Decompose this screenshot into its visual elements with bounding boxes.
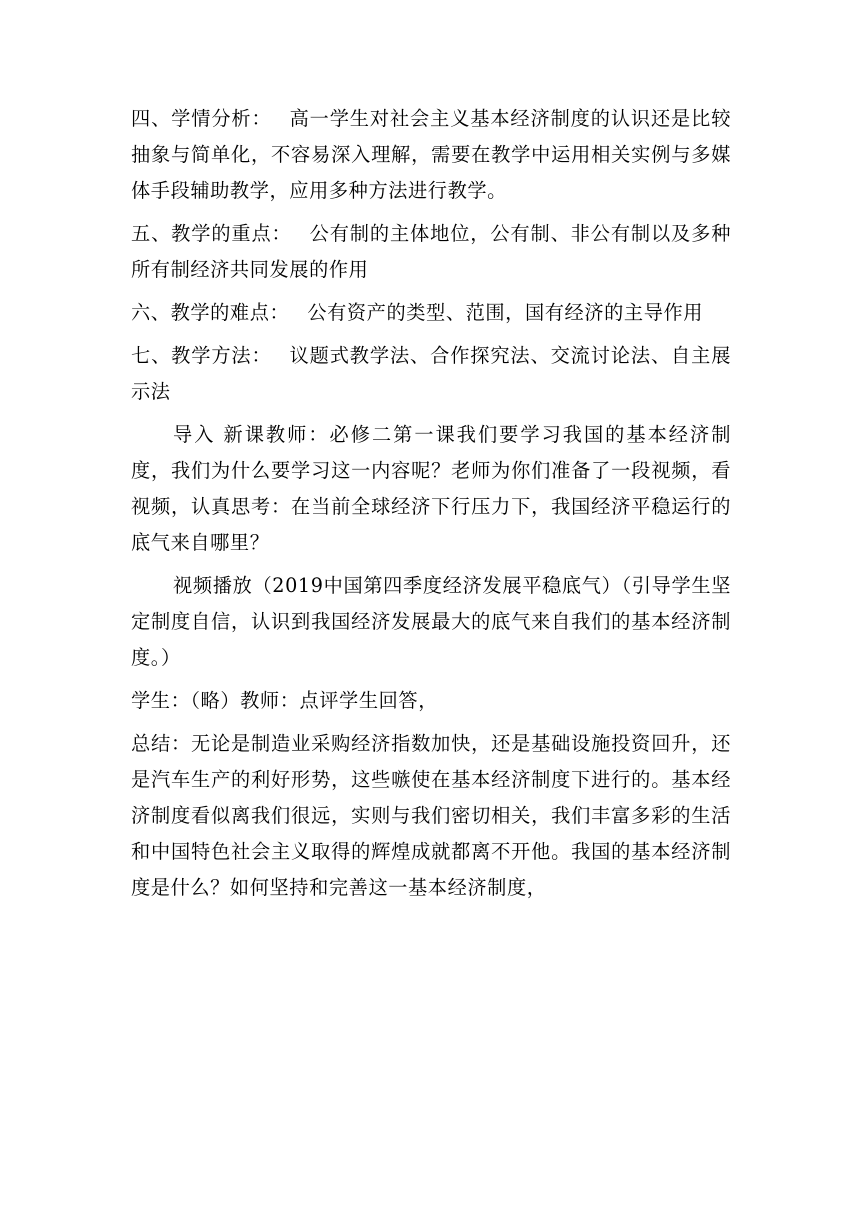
video-paragraph: 视频播放（2019中国第四季度经济发展平稳底气）（引导学生坚定制度自信，认识到我国经济发展最大的底气来自我们的基本经济制度。） <box>131 574 731 669</box>
section-learner-analysis <box>131 101 731 209</box>
summary-paragraph: 总结：无论是制造业采购经济指数加快，还是基础设施投资回升，还是汽车生产的利好形势，这些嗾使在基本经济制度下进行的。基本经济制度看似离我们很远，实则与我们密切相关，我们丰富多彩的生活和中国特色社会主义取得的辉煌成就都离不开他。我国的基本经济制度是什么？如何坚持和完善这一基本经济制度， <box>131 732 731 899</box>
student-response-line: 学生：（略）教师：点评学生回答， <box>131 689 438 712</box>
section-text: 高一学生对社会主义基本经济制度的认识还是比较抽象与简单化，不容易深入理解，需要在教学中运用相关实例与多媒体手段辅助教学，应用多种方法进行教学。 <box>131 107 732 202</box>
intro-paragraph: 导入 新课教师：必修二第一课我们要学习我国的基本经济制度，我们为什么要学习这一内容呢？老师为你们准备了一段视频，看视频，认真思考：在当前全球经济下行压力下，我国经济平稳运行的底气来自哪里？ <box>131 423 731 554</box>
section-teaching-methods <box>131 338 731 410</box>
section-text: 议题式教学法、合作探究法、交流讨论法、自主展示法 <box>131 344 732 403</box>
section-label: 六、教学的难点： <box>131 301 290 324</box>
document-page <box>131 101 731 906</box>
section-difficult-points <box>131 295 731 331</box>
section-label: 七、教学方法： <box>131 344 272 367</box>
section-label: 四、学情分析： <box>131 107 272 130</box>
section-text: 公有资产的类型、范围，国有经济的主导作用 <box>307 301 704 324</box>
section-key-points <box>131 216 731 288</box>
section-text: 公有制的主体地位，公有制、非公有制以及多种所有制经济共同发展的作用 <box>131 222 731 281</box>
section-label: 五、教学的重点： <box>131 222 292 245</box>
